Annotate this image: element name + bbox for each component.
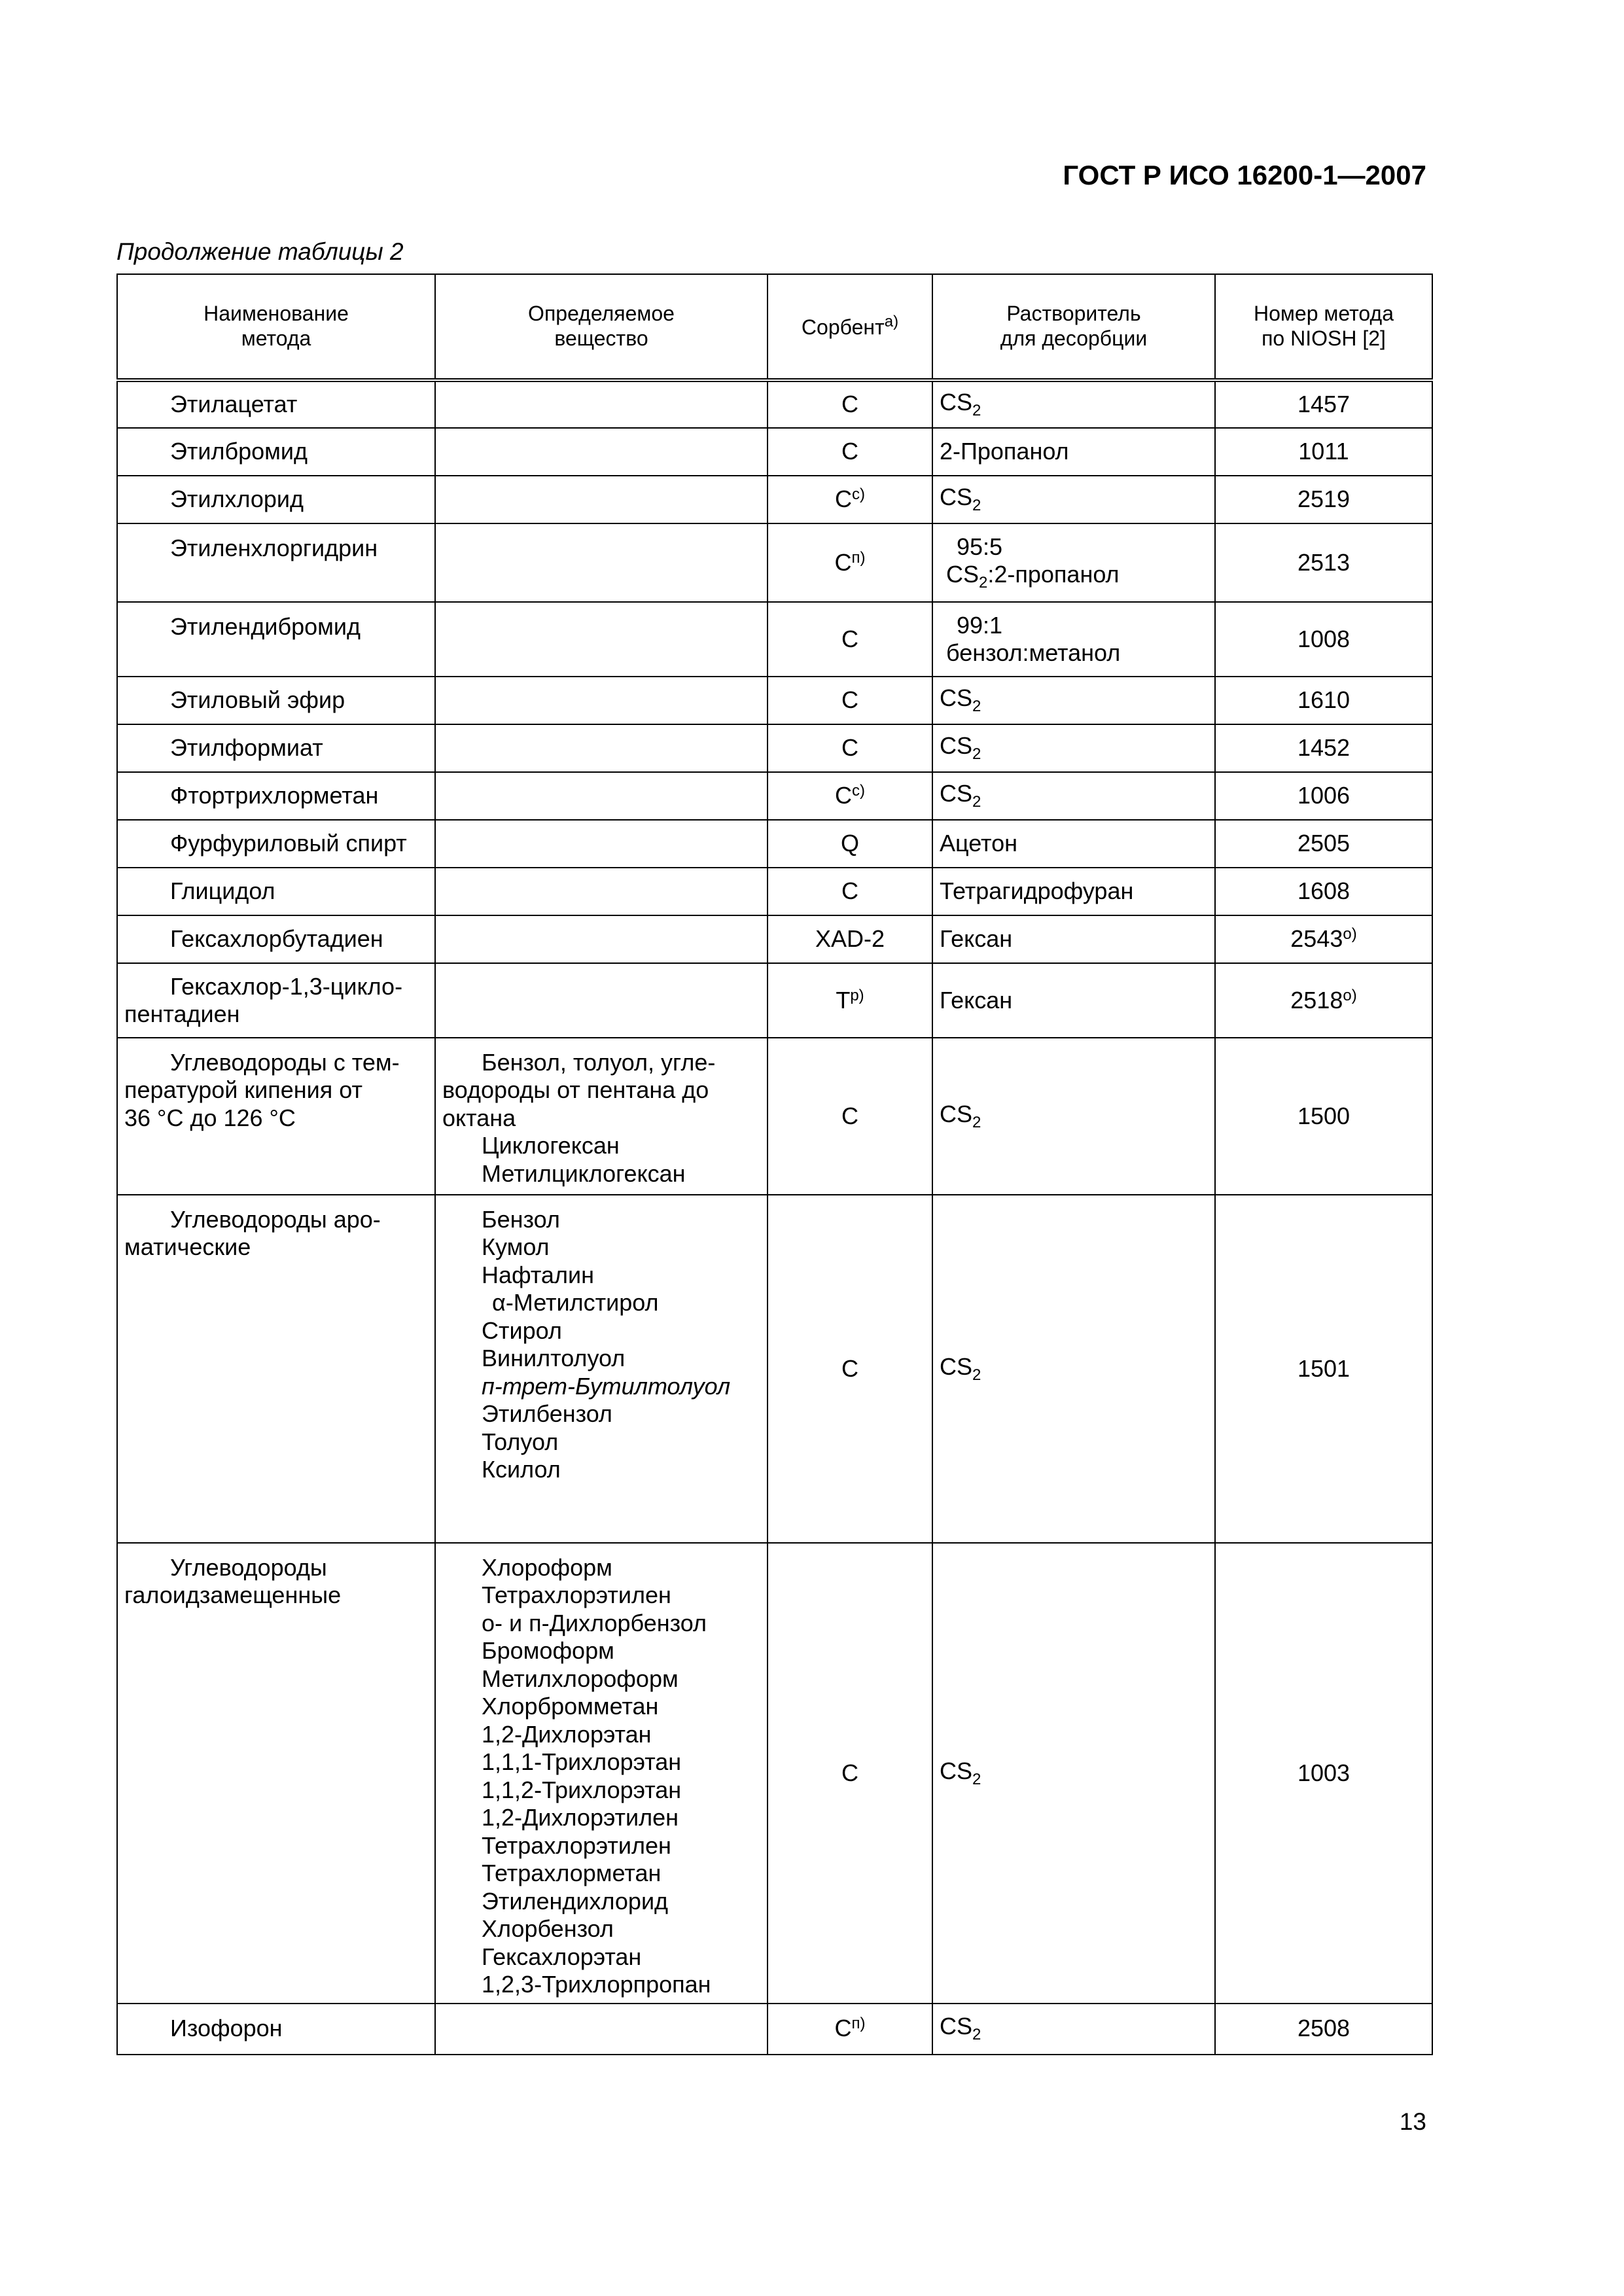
niosh-number-cell: $2543^{о)}$ bbox=[1215, 915, 1432, 963]
solvent-cell: 99:1 бензол:метанол bbox=[932, 602, 1215, 677]
table-row bbox=[117, 1038, 1432, 1195]
table-row bbox=[117, 868, 1432, 915]
table-caption: Продолжение таблицы 2 bbox=[116, 238, 404, 265]
table-row bbox=[117, 523, 1432, 602]
substance-item: α-Метилстирол bbox=[492, 1289, 659, 1316]
method-cell: Глицидол bbox=[117, 868, 435, 915]
header-sorbent: Сорбент$^{а)}$ bbox=[768, 274, 932, 380]
substance-cell bbox=[435, 820, 768, 868]
solvent-cell: $CS_2$ bbox=[932, 476, 1215, 523]
substance-item: Бромоформ bbox=[482, 1637, 614, 1665]
table-row bbox=[117, 2004, 1432, 2055]
solvent-cell: Гексан bbox=[932, 915, 1215, 963]
substance-item: Бензол bbox=[482, 1206, 560, 1233]
footnote-mark: а) bbox=[884, 313, 899, 331]
substance-item: 1,2-Дихлорэтилен bbox=[482, 1804, 679, 1831]
substance-item: п-трет-Бутилтолуол bbox=[482, 1372, 731, 1400]
solvent-cell: 2-Пропанол bbox=[932, 428, 1215, 476]
substance-cell bbox=[435, 476, 768, 523]
header-method: Наименование метода bbox=[117, 274, 435, 380]
table-row bbox=[117, 963, 1432, 1038]
table-row bbox=[117, 428, 1432, 476]
solvent-cell: Ацетон bbox=[932, 820, 1215, 868]
substance-item: 1,2,3-Трихлорпропан bbox=[482, 1971, 711, 1998]
niosh-number-cell: 1003 bbox=[1215, 1543, 1432, 2004]
table-row bbox=[117, 1195, 1432, 1543]
niosh-number-cell: 2505 bbox=[1215, 820, 1432, 868]
table-row bbox=[117, 476, 1432, 523]
niosh-number-cell: $2518^{о)}$ bbox=[1215, 963, 1432, 1038]
substance-cell bbox=[435, 1195, 768, 1543]
niosh-number-cell: 1011 bbox=[1215, 428, 1432, 476]
sorbent-cell: C bbox=[768, 428, 932, 476]
sorbent-cell: C bbox=[768, 868, 932, 915]
sorbent-cell: $C^{п)}$ bbox=[768, 2004, 932, 2055]
niosh-number-cell: 1610 bbox=[1215, 677, 1432, 724]
method-cell: Углеводороды аро- матические bbox=[117, 1195, 435, 1543]
table-row bbox=[117, 724, 1432, 772]
substance-item: 1,1,2-Трихлорэтан bbox=[482, 1776, 682, 1803]
niosh-number-cell: 1608 bbox=[1215, 868, 1432, 915]
method-cell: Фурфуриловый спирт bbox=[117, 820, 435, 868]
methods-table bbox=[116, 274, 1433, 2055]
sorbent-cell: C bbox=[768, 1038, 932, 1195]
substance-cell bbox=[435, 380, 768, 428]
niosh-number-cell: 1452 bbox=[1215, 724, 1432, 772]
substance-item: Кумол bbox=[482, 1233, 550, 1261]
substance-item: Хлорбромметан bbox=[482, 1693, 659, 1720]
substance-cell bbox=[435, 772, 768, 820]
method-cell: Углеводороды галоидзамещенные bbox=[117, 1543, 435, 2004]
niosh-number-cell: 1501 bbox=[1215, 1195, 1432, 1543]
method-cell: Изофорон bbox=[117, 2004, 435, 2055]
niosh-number-cell: 1500 bbox=[1215, 1038, 1432, 1195]
table-row bbox=[117, 915, 1432, 963]
header-solvent: Растворитель для десорбции bbox=[932, 274, 1215, 380]
method-cell: Этилацетат bbox=[117, 380, 435, 428]
niosh-number-cell: 2513 bbox=[1215, 523, 1432, 602]
solvent-cell: $CS_2$ bbox=[932, 380, 1215, 428]
sorbent-cell: C bbox=[768, 380, 932, 428]
substance-cell bbox=[435, 428, 768, 476]
solvent-cell: $CS_2$ bbox=[932, 1195, 1215, 1543]
solvent-cell: 95:5 $CS_2:2$-пропанол bbox=[932, 523, 1215, 602]
substance-cell bbox=[435, 523, 768, 602]
table-row bbox=[117, 380, 1432, 428]
table-row bbox=[117, 602, 1432, 677]
table-row bbox=[117, 1543, 1432, 2004]
substance-item: Ксилол bbox=[482, 1456, 561, 1483]
solvent-cell: $CS_2$ bbox=[932, 1038, 1215, 1195]
method-cell: Этиловый эфир bbox=[117, 677, 435, 724]
substance-item: Хлорбензол bbox=[482, 1915, 614, 1943]
method-cell: Этилбромид bbox=[117, 428, 435, 476]
substance-item: 1,2-Дихлорэтан bbox=[482, 1720, 652, 1748]
solvent-cell: $CS_2$ bbox=[932, 772, 1215, 820]
niosh-number-cell: 2508 bbox=[1215, 2004, 1432, 2055]
table-row bbox=[117, 772, 1432, 820]
header-substance: Определяемое вещество bbox=[435, 274, 768, 380]
substance-item: Тетрахлорметан bbox=[482, 1860, 662, 1887]
substance-item: Тетрахлорэтилен bbox=[482, 1581, 671, 1609]
niosh-number-cell: 1006 bbox=[1215, 772, 1432, 820]
substance-item: Тетрахлорэтилен bbox=[482, 1831, 671, 1859]
sorbent-cell: C bbox=[768, 602, 932, 677]
substance-item: Этилендихлорид bbox=[482, 1887, 669, 1915]
header-niosh: Номер метода по NIOSH [2] bbox=[1215, 274, 1432, 380]
solvent-cell: $CS_2$ bbox=[932, 677, 1215, 724]
substance-item: Толуол bbox=[482, 1428, 559, 1455]
niosh-number-cell: 2519 bbox=[1215, 476, 1432, 523]
substance-item: Метилхлороформ bbox=[482, 1665, 679, 1692]
substance-item: о- и п-Дихлорбензол bbox=[482, 1609, 707, 1636]
sorbent-cell: $C^{с)}$ bbox=[768, 772, 932, 820]
sorbent-cell: C bbox=[768, 724, 932, 772]
table-row bbox=[117, 820, 1432, 868]
method-cell: Углеводороды с тем- пературой кипения от 36 °С до 126 °С bbox=[117, 1038, 435, 1195]
sorbent-cell: Q bbox=[768, 820, 932, 868]
solvent-cell: $CS_2$ bbox=[932, 1543, 1215, 2004]
method-cell: Этилхлорид bbox=[117, 476, 435, 523]
substance-item: Хлороформ bbox=[482, 1554, 612, 1581]
substance-item: 1,1,1-Трихлорэтан bbox=[482, 1748, 682, 1776]
table-row bbox=[117, 677, 1432, 724]
sorbent-cell: $C^{с)}$ bbox=[768, 476, 932, 523]
sorbent-cell: C bbox=[768, 1543, 932, 2004]
substance-cell bbox=[435, 677, 768, 724]
substance-cell bbox=[435, 915, 768, 963]
substance-cell bbox=[435, 724, 768, 772]
solvent-cell: Тетрагидрофуран bbox=[932, 868, 1215, 915]
substance-cell bbox=[435, 2004, 768, 2055]
niosh-number-cell: 1008 bbox=[1215, 602, 1432, 677]
substance-cell: Бензол, толуол, угле- водороды от пентана до октана Циклогексан Метилциклогексан bbox=[435, 1038, 768, 1195]
table-header-row bbox=[117, 274, 1432, 380]
solvent-cell: $CS_2$ bbox=[932, 724, 1215, 772]
niosh-number-cell: 1457 bbox=[1215, 380, 1432, 428]
method-cell: Фтортрихлорметан bbox=[117, 772, 435, 820]
sorbent-cell: $T^{р)}$ bbox=[768, 963, 932, 1038]
sorbent-cell: $C^{п)}$ bbox=[768, 523, 932, 602]
substance-item: Винилтолуол bbox=[482, 1345, 626, 1372]
substance-cell bbox=[435, 868, 768, 915]
sorbent-cell: C bbox=[768, 677, 932, 724]
method-cell: Этилендибромид bbox=[117, 602, 435, 677]
substance-cell bbox=[435, 963, 768, 1038]
sorbent-cell: C bbox=[768, 1195, 932, 1543]
document-title: ГОСТ Р ИСО 16200-1—2007 bbox=[1063, 160, 1426, 190]
substance-item: Нафталин bbox=[482, 1261, 594, 1288]
method-cell: Гексахлорбутадиен bbox=[117, 915, 435, 963]
page-number: 13 bbox=[1399, 2108, 1426, 2135]
substance-cell bbox=[435, 1543, 768, 2004]
sorbent-cell: XAD-2 bbox=[768, 915, 932, 963]
substance-item: Гексахлорэтан bbox=[482, 1943, 642, 1970]
substance-cell bbox=[435, 602, 768, 677]
method-cell: Гексахлор-1,3-цикло- пентадиен bbox=[117, 963, 435, 1038]
substance-item: Стирол bbox=[482, 1316, 562, 1344]
method-cell: Этилформиат bbox=[117, 724, 435, 772]
method-cell: Этиленхлоргидрин bbox=[117, 523, 435, 602]
solvent-cell: $CS_2$ bbox=[932, 2004, 1215, 2055]
substance-item: Этилбензол bbox=[482, 1400, 612, 1428]
solvent-cell: Гексан bbox=[932, 963, 1215, 1038]
